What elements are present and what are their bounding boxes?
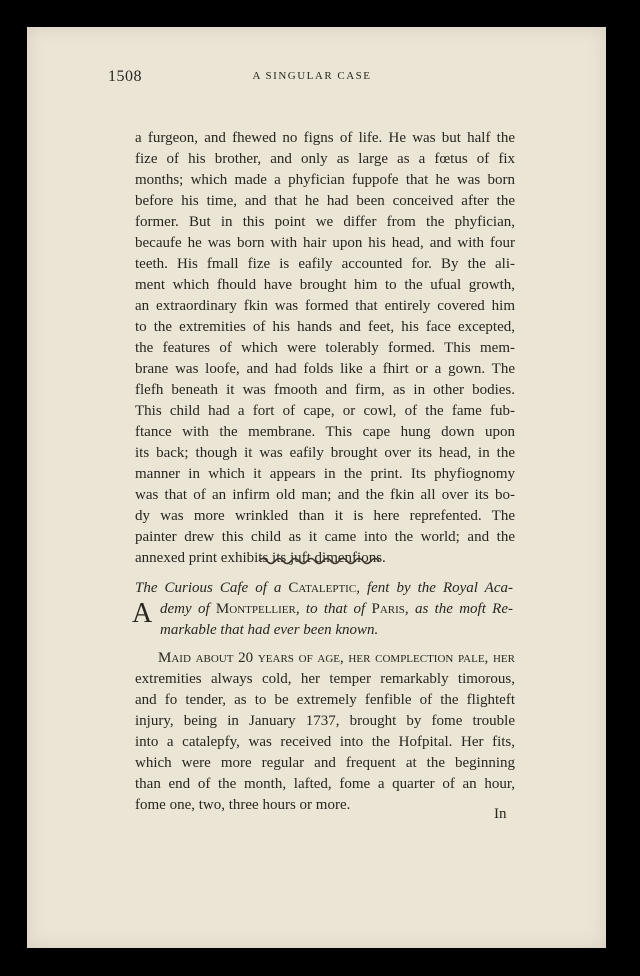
drop-cap: A [132, 598, 153, 629]
section-title-line: markable that had ever been known. [160, 622, 379, 638]
text-line: the features of which were tolerably formed. This mem- [135, 340, 515, 356]
text-line: brane was loofe, and had folds like a fhirt or a gown. The [135, 361, 515, 377]
text-line: painter drew this child as it came into the world; and the [135, 529, 515, 545]
running-head: A SINGULAR CASE [252, 70, 372, 82]
text-line: to the extremities of his hands and feet, his face excepted, [135, 319, 515, 335]
section-title-line: demy of Montpellier, to that of Paris, as the moft Re- [160, 601, 513, 617]
text-line: its back; though it was eafily brought over its head, in the [135, 445, 515, 461]
text-line: a furgeon, and fhewed no figns of life. He was but half the [135, 130, 515, 146]
text-line: Maid about 20 years of age, her complection pale, her [158, 650, 515, 666]
text-line: extremities always cold, her temper remarkably timorous, [135, 671, 515, 687]
text-line: dy was more wrinkled than it is here reprefented. The [135, 508, 515, 524]
page-header [108, 68, 516, 90]
text-line: into a catalepfy, was received into the Hofpital. Her fits, [135, 734, 515, 750]
ornamental-rule [257, 554, 383, 568]
text-line: injury, being in January 1737, brought by fome trouble [135, 713, 515, 729]
text-line: This child had a fort of cape, or cowl, of the fame fub- [135, 403, 515, 419]
text-line: manner in which it appears in the print. Its phyfiognomy [135, 466, 515, 482]
text-line: fize of his brother, and only as large as a fœtus of fix [135, 151, 515, 167]
text-line: flefh beneath it was fmooth and firm, as in other bodies. [135, 382, 515, 398]
text-line: than end of the month, lafted, fome a quarter of an hour, [135, 776, 515, 792]
text-line: before his time, and that he had been conceived after the [135, 193, 515, 209]
catchword: In [494, 806, 507, 822]
text-line: ment which fhould have brought him to the ufual growth, [135, 277, 515, 293]
text-line: and fo tender, as to be extremely fenfible of the flighteft [135, 692, 515, 708]
section-title-line: The Curious Cafe of a Cataleptic, fent by the Royal Aca- [135, 580, 513, 596]
text-line: ftance with the membrane. This cape hung down upon [135, 424, 515, 440]
page-number: 1508 [108, 68, 142, 85]
text-line: an extraordinary fkin was formed that entirely covered him [135, 298, 515, 314]
text-line: becaufe he was born with hair upon his head, and with four [135, 235, 515, 251]
text-line: was that of an infirm old man; and the fkin all over its bo- [135, 487, 515, 503]
text-line: annexed print exhibits its juft dimenfions. [135, 550, 386, 566]
text-line: teeth. His fmall fize is eafily accounted for. By the ali- [135, 256, 515, 272]
text-line: fome one, two, three hours or more. [135, 797, 351, 813]
text-line: former. But in this point we differ from the phyfician, [135, 214, 515, 230]
text-line: months; which made a phyfician fuppofe that he was born [135, 172, 515, 188]
text-line: which were more regular and frequent at the beginning [135, 755, 515, 771]
